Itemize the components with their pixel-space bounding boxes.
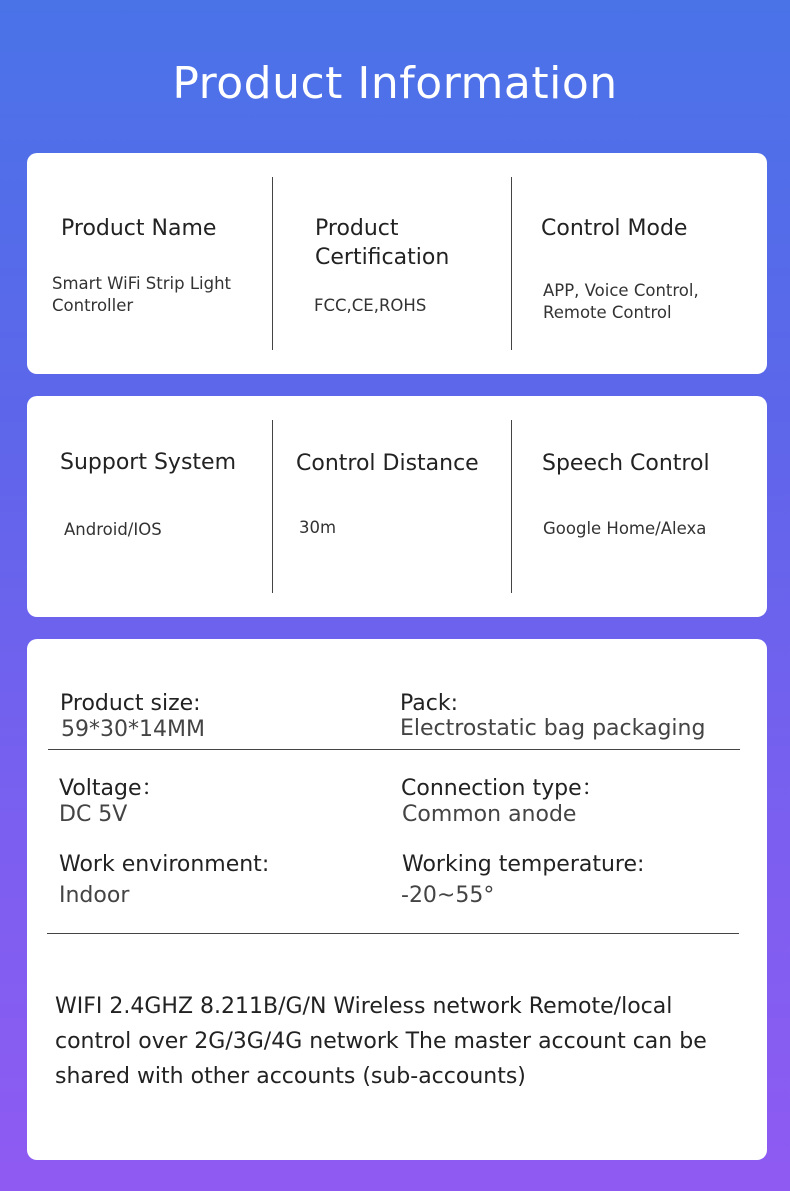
- pack-value: Electrostatic bag packaging: [400, 716, 706, 741]
- connection-type-label: Connection type：: [401, 776, 604, 801]
- speech-control-title: Speech Control: [542, 451, 710, 476]
- product-info-card-2: [27, 396, 767, 617]
- working-temperature-label: Working temperature:: [402, 852, 645, 877]
- work-environment-label: Work environment:: [59, 852, 270, 877]
- product-certification-title: Product Certification: [315, 216, 450, 270]
- page-title: Product Information: [172, 58, 618, 109]
- product-name-title: Product Name: [61, 216, 217, 241]
- divider: [47, 933, 739, 934]
- divider: [272, 177, 273, 350]
- product-name-value: Smart WiFi Strip Light Controller: [52, 274, 232, 315]
- support-system-value: Android/IOS: [64, 520, 162, 539]
- description-text: WIFI 2.4GHZ 8.211B/G/N Wireless network Remote/local control over 2G/3G/4G network The master account can be shared with other accounts (sub-accounts): [55, 994, 707, 1089]
- connection-type-value: Common anode: [402, 802, 577, 827]
- speech-control-value: Google Home/Alexa: [543, 519, 707, 538]
- control-mode-value: APP, Voice Control, Remote Control: [543, 281, 699, 322]
- product-certification-value: FCC,CE,ROHS: [314, 296, 427, 315]
- divider: [511, 420, 512, 593]
- voltage-label: Voltage：: [59, 776, 164, 801]
- specifications-card: [27, 639, 767, 1160]
- product-size-value: 59*30*14MM: [61, 717, 205, 742]
- divider: [48, 749, 740, 750]
- divider: [511, 177, 512, 350]
- working-temperature-value: -20~55°: [401, 883, 495, 908]
- control-distance-value: 30m: [299, 518, 337, 537]
- control-distance-title: Control Distance: [296, 451, 479, 476]
- support-system-title: Support System: [60, 450, 236, 475]
- product-info-card-1: [27, 153, 767, 374]
- pack-label: Pack:: [400, 691, 459, 716]
- product-size-label: Product size:: [60, 691, 201, 716]
- voltage-value: DC 5V: [59, 802, 128, 827]
- control-mode-title: Control Mode: [541, 216, 688, 241]
- divider: [272, 420, 273, 593]
- work-environment-value: Indoor: [59, 883, 130, 908]
